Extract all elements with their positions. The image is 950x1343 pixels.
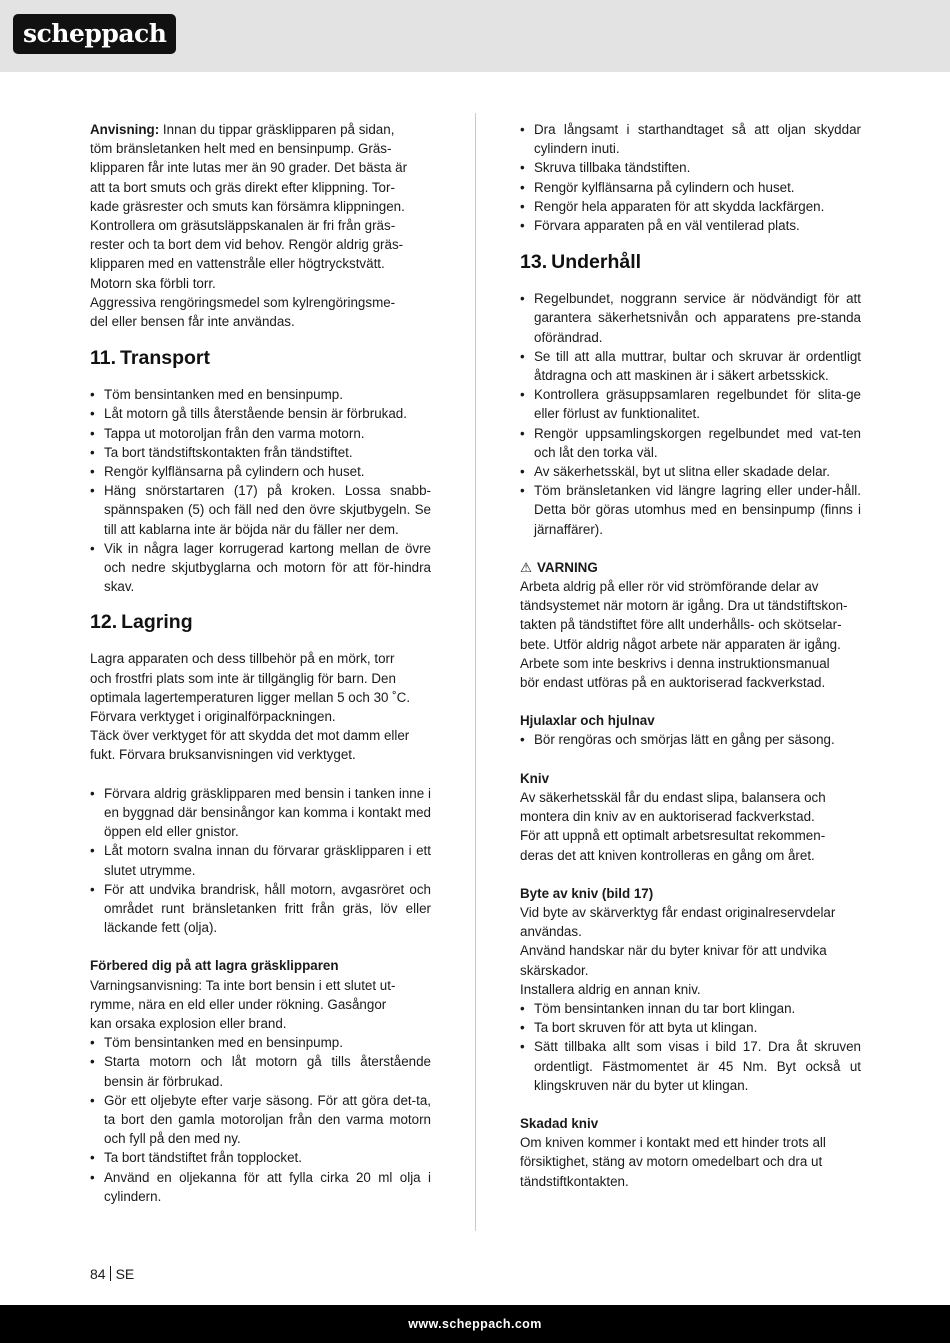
anvisning-label: Anvisning: (90, 122, 160, 137)
section-number: 13. (520, 251, 548, 274)
lagring-paragraph: Lagra apparaten och dess tillbehör på en mörk, torr och frostfri plats som inte är tillgänglig för barn. Den optimala lagertemperaturen ligger mellan 5 och 30 ˚C. Förvara verktyget i originalförpackningen. Täck över verktyget för att skydda det mot damm eller fukt. Förvara bruksanvisningen vid verktyget. (90, 651, 411, 763)
skadad-paragraph: Om kniven kommer i kontakt med ett hinder trots all försiktighet, stäng av motorn omedelbart och dra ut tändstiftkontakten. (520, 1135, 826, 1189)
section-heading: Lagring (121, 611, 193, 634)
section-number: 12. (90, 611, 118, 634)
transport-list (90, 385, 431, 596)
list-item: • Regelbundet, noggrann service är nödvändigt för att garantera säkerhetsnivån och apparatens pre-standa oförändrad. (520, 289, 861, 347)
section-heading: Underhåll (551, 251, 642, 274)
list-item: • Dra långsamt i starthandtaget så att oljan skyddar cylindern inuti. (520, 120, 861, 158)
list-item: • Förvara aldrig gräsklipparen med bensin i tanken inne i en byggnad där bensinångor kan komma i kontakt med öppen eld eller gnistor. (90, 784, 431, 842)
list-item: • Låt motorn svalna innan du förvarar gräsklipparen i ett slutet utrymme. (90, 841, 431, 879)
website-link[interactable]: www.scheppach.com (408, 1317, 542, 1331)
lagring-list (90, 784, 431, 938)
warning-title: VARNING (537, 559, 598, 575)
list-item: • Sätt tillbaka allt som visas i bild 17. Dra åt skruven ordentligt. Fästmomentet är 45 Nm. Byt också ut klingskruven när du byter ut klingan. (520, 1037, 861, 1095)
underhall-list (520, 289, 861, 539)
section-number: 11. (90, 347, 117, 370)
list-item: • Låt motorn gå tills återstående bensin är förbrukad. (90, 404, 431, 423)
list-item: • För att undvika brandrisk, håll motorn, avgasröret och området runt bränsletanken fritt från gräs, löv eller läckande fett (olja). (90, 880, 431, 938)
list-item: • Ta bort tändstiftet från topplocket. (90, 1148, 431, 1167)
forbered-heading: Förbered dig på att lagra gräsklipparen (90, 958, 339, 974)
anvisning-paragraph (90, 120, 431, 331)
right-column (520, 120, 861, 1191)
hjul-list (520, 730, 861, 749)
list-item: • Se till att alla muttrar, bultar och skruvar är ordentligt åtdragna och att maskinen är i säkert arbetsskick. (520, 347, 861, 385)
forbered-paragraph: Varningsanvisning: Ta inte bort bensin i ett slutet ut- rymme, nära en eld eller under rökning. Gasångor kan orsaka explosion eller brand. (90, 977, 396, 1031)
warning-triangle-icon: ⚠ (520, 559, 533, 575)
warning-paragraph: Arbeta aldrig på eller rör vid strömförande delar av tändsystemet när motorn är igång. Dra ut tändstiftskon- takten på tändstiftet före allt underhålls- och skötselar- bete. Utför aldrig något arbete när apparaten är igång. Arbete som inte beskrivs i denna instruktionsmanual bör endast utföras på en auktoriserad fackverkstad. (520, 579, 848, 691)
list-item: • Gör ett oljebyte efter varje säsong. För att göra det-ta, ta bort den gamla motoroljan från den varma motorn och fyll på den med ny. (90, 1091, 431, 1149)
section-title-lagring (90, 610, 431, 634)
byte-list (520, 999, 861, 1095)
list-item: • Av säkerhetsskäl, byt ut slitna eller skadade delar. (520, 462, 861, 481)
footer-bar (0, 1305, 950, 1343)
language-code: SE (115, 1266, 135, 1282)
list-item: • Töm bränsletanken vid längre lagring eller under-håll. Detta bör göras utomhus med en bensinpump (finns i järnaffärer). (520, 481, 861, 539)
list-item: • Töm bensintanken med en bensinpump. (90, 385, 431, 404)
list-item: • Töm bensintanken innan du tar bort klingan. (520, 999, 861, 1018)
list-item: • Skruva tillbaka tändstiften. (520, 158, 861, 177)
list-item: • Häng snörstartaren (17) på kroken. Lossa snabb-spännspaken (5) och fäll ned den övre skjutbygeln. Se till att kablarna inte är böjda när du fäller ner dem. (90, 481, 431, 539)
list-item: • Rengör hela apparaten för att skydda lackfärgen. (520, 197, 861, 216)
list-item: • Rengör kylflänsarna på cylindern och huset. (90, 462, 431, 481)
section-title-transport (90, 346, 431, 370)
footer-separator (110, 1266, 111, 1281)
list-item: • Använd en oljekanna för att fylla cirka 20 ml olja i cylindern. (90, 1168, 431, 1206)
anvisning-text: Innan du tippar gräsklipparen på sidan, töm bränsletanken helt med en bensinpump. Gräs- klipparen får inte lutas mer än 90 grader. Det bästa är att ta bort smuts och gräs direkt efter klippning. Tor- kade gräsrester och smuts kan försämra klippningen. Kontrollera om gräsutsläppskanalen är fri från gräs- rester och ta bort dem vid behov. Rengör aldrig gräs- klipparen med en vattenstråle eller högtryckstvätt. Motorn ska förbli torr. Aggressiva rengöringsmedel som kylrengöringsme- del eller bensen får inte användas. (90, 122, 408, 330)
list-item: • Vik in några lager korrugerad kartong mellan de övre och nedre skjutbyglarna och motorn för att för-hindra skav. (90, 539, 431, 597)
list-item: • Ta bort tändstiftskontakten från tändstiftet. (90, 443, 431, 462)
page-footer (90, 1264, 134, 1284)
byte-heading: Byte av kniv (bild 17) (520, 885, 654, 901)
list-item: • Tappa ut motoroljan från den varma motorn. (90, 424, 431, 443)
list-item: • Töm bensintanken med en bensinpump. (90, 1033, 431, 1052)
list-item: • Rengör uppsamlingskorgen regelbundet med vat-ten och låt den torka väl. (520, 424, 861, 462)
kniv-heading: Kniv (520, 770, 550, 786)
header-bar (0, 0, 950, 72)
list-item: • Kontrollera gräsuppsamlaren regelbundet för slita-ge eller förlust av funktionalitet. (520, 385, 861, 423)
list-item: • Rengör kylflänsarna på cylindern och huset. (520, 178, 861, 197)
storage-steps-list (520, 120, 861, 235)
byte-paragraph: Vid byte av skärverktyg får endast originalreservdelar användas. Använd handskar när du byter knivar för att undvika skärskador. Installera aldrig en annan kniv. (520, 904, 836, 997)
list-item: • Bör rengöras och smörjas lätt en gång per säsong. (520, 730, 861, 749)
warning-heading (520, 558, 861, 577)
list-item: • Ta bort skruven för att byta ut klingan. (520, 1018, 861, 1037)
hjul-heading: Hjulaxlar och hjulnav (520, 713, 655, 729)
list-item: • Förvara apparaten på en väl ventilerad plats. (520, 216, 861, 235)
list-item: • Starta motorn och låt motorn gå tills återstående bensin är förbrukad. (90, 1052, 431, 1090)
kniv-paragraph: Av säkerhetsskäl får du endast slipa, balansera och montera din kniv av en auktoriserad fackverkstad. För att uppnå ett optimalt arbetsresultat rekommen- deras det att kniven kontrolleras en gång om året. (520, 789, 826, 863)
brand-logo: scheppach (13, 14, 176, 54)
section-heading: Transport (120, 347, 210, 370)
page-number: 84 (90, 1266, 106, 1282)
left-column (90, 120, 431, 1206)
column-divider (475, 113, 476, 1231)
forbered-list (90, 1033, 431, 1206)
section-title-underhall (520, 250, 861, 274)
skadad-heading: Skadad kniv (520, 1115, 599, 1131)
